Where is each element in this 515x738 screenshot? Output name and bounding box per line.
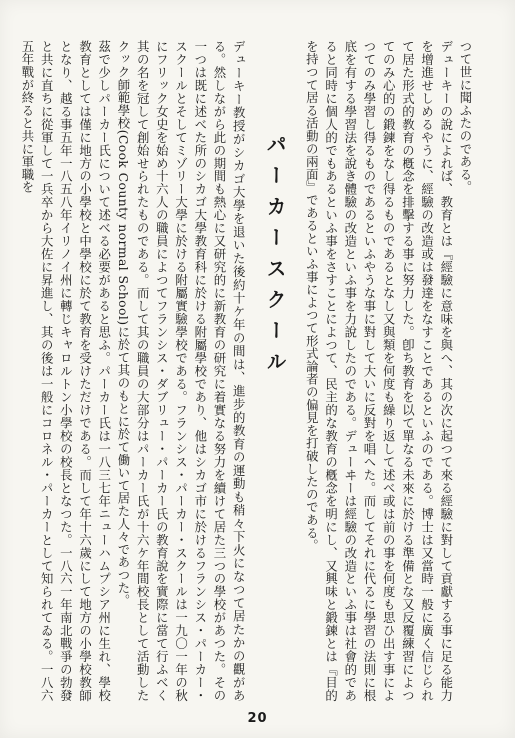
section-heading: パーカースクール xyxy=(263,134,288,382)
paragraph: つて世に聞ふたのである。 xyxy=(458,40,473,194)
vertical-body-text xyxy=(18,40,475,702)
paragraph: デューキー教授がシカゴ大學を退いた後約十ケ年の間は、進步的教育の運動も稍々下火になつて居たかの觀がある。然しながら此の期間も熱心に又研究的に新教育の研究に着實なる努力を續けて居た三つの學校があつた。その一つは既に述べた所のシカゴ大學教育科に於ける附屬學校であり、他はシカゴ市に於けるフランシス・パーカー・スクールとそしてミゾリー大學に於ける附屬實驗學校である。フランシス・パーカー・スクールは一九〇一年の秋にフリック女史を始め十六人の職員によつてフランシス・ダブリュー・パーカー氏の教育說を實際に當て行ふべく其の名を冠して創始せられたものである。而して其の職員の大部分はパーカー氏が十六ケ年間校長として活動したクック師範學校(Cook County normal School)に於て其のもとに於て働いて居た人々であつた。 xyxy=(115,40,247,702)
paragraph: デューキーの說によれば、教育とは『經驗に意味を與へ、其の次に起つて來る經驗に對して貢獻する事に足る能力を增進せしめるやうに、經驗の改造或は發達をなすことであるといふのである。博士は又當時一般に廣く信じられて居た形式的教育の槪念を排擊する事に努力した。卽ち教育を以て單なる未來に於ける準備とな又反覆練習によつてのみ心的の鍛鍊をなし得るものであるとなし又與類を何度も繰り返して述べ或は前の事を何度も思ひ出す事によつてのみ學習し得るものであるといふやうな事に對して大いに反對を唱へた。而してそれに代るに學習の法則に根底を有する學習法を說き體驗の改造といふ事を力說したのである。デューヰーは經驗の改造といふ事は社會的であると同時に個人的でもあるといふ事をさすことによつて、民主的な教育の槪念を明にし、又興味と鍛鍊とは『目的を持つて居る活動の兩面』であるといふ事によつて形式論者の偏見を打破したのである。 xyxy=(304,40,454,702)
page-number: 20 xyxy=(247,711,268,726)
paragraph: 茲で少しパーカー氏について述べる必要があると思ふ。パーカー氏は一八三七年ニューハムプシア州に生れ、學校教育としては僅に地方の小學校と中學校に於て教育を受けただけである。而して年十六歲にして地方の小學校教師となり、越る事五年一八五八年イリノイ州に轉じキャロルトン小學校の校長となつた。一八六一年南北戰爭の勃發と共に直ちに從軍して一兵卒から大佐に昇進し、其の後は一般にコロネル・パーカーとして知られてゐる。一八六五年戰が終ると共に軍職を xyxy=(19,40,112,702)
